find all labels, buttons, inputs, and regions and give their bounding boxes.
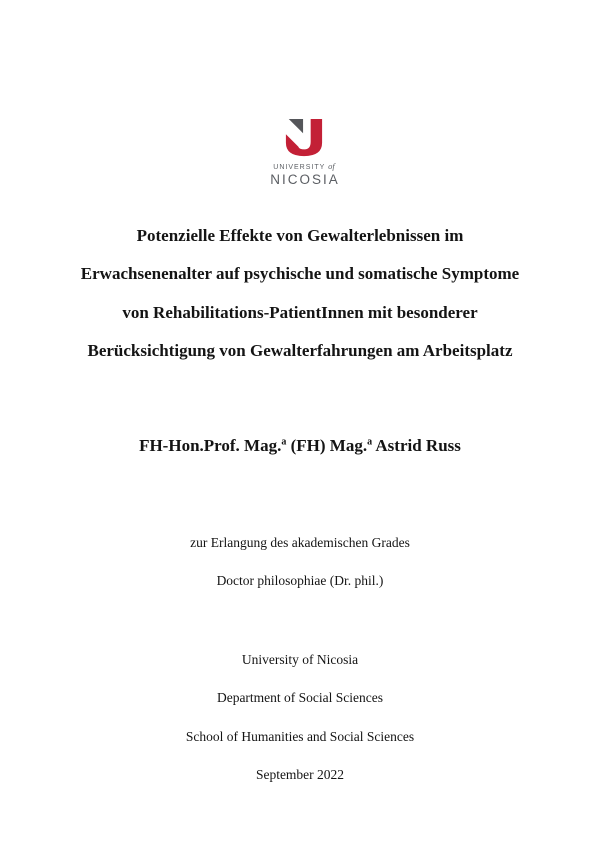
institution-block (0, 641, 600, 794)
logo-u-icon (286, 119, 322, 156)
institution-department: Department of Social Sciences (216, 690, 384, 706)
title-line-1: Potenzielle Effekte von Gewalterlebnissen im (136, 226, 464, 245)
author-part-1: FH-Hon.Prof. Mag. (139, 436, 282, 455)
institution-school: School of Humanities and Social Sciences (185, 728, 415, 744)
logo-of-word: of (328, 161, 335, 171)
logo-university-word: UNIVERSITY (273, 164, 326, 171)
dissertation-title (0, 217, 600, 371)
author-superscript-1: a (281, 436, 287, 448)
author-part-2: (FH) Mag. (286, 436, 368, 455)
publication-date: September 2022 (255, 766, 345, 782)
logo-triangle-icon (289, 119, 303, 133)
logo-university-of-text (224, 161, 384, 171)
degree-statement (0, 524, 600, 601)
university-logo-mark (283, 118, 325, 158)
author-superscript-2: a (367, 436, 373, 448)
title-line-4: Berücksichtigung von Gewalterfahrungen am Arbeitsplatz (87, 341, 513, 361)
degree-line-2: Doctor philosophiae (Dr. phil.) (216, 573, 384, 589)
degree-line-1: zur Erlangung des akademischen Grades (190, 535, 410, 550)
institution-name: University of Nicosia (241, 652, 359, 667)
title-line-3: von Rehabilitations-PatientInnen mit besonderer (122, 302, 478, 322)
title-line-2: Erwachsenenalter auf psychische und somatische Symptome (80, 264, 520, 284)
university-logo (224, 118, 384, 187)
author-part-3: Astrid Russ (372, 436, 461, 455)
author-line (0, 427, 600, 465)
logo-nicosia-text: NICOSIA (270, 172, 340, 187)
